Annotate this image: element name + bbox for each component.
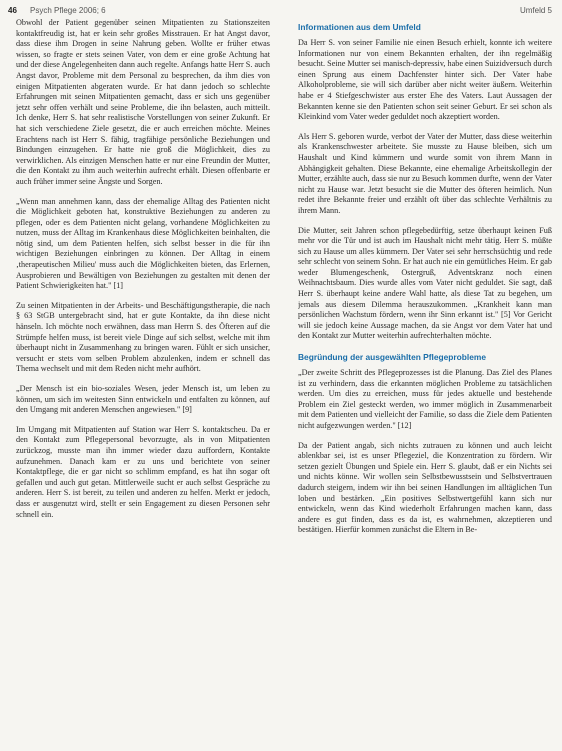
section-heading: Informationen aus dem Umfeld [298, 22, 421, 32]
paragraph: Obwohl der Patient gegenüber seinen Mitpatienten zu Stationszeiten kontaktfreudig ist, hat er kein sehr großes Misstrauen. Er hat Angst davor, dass diese ihm Drogen in seine Nahrung geben. Wollte er früher etwas wissen, so fragte er stets seinen Vater, von dem er eine große Achtung hat und der diese Angelegenheiten dann auch regelte. Anfangs hatte Herr S. auch Angst davor, Probleme mit dem Personal zu besprechen, da ihm dies von einigen Mitpatienten abgeraten wurde. Er hat dann jedoch so schlechte Erfahrungen mit seinen Mitpatienten gemacht, dass er sich uns gegenüber jetzt sehr offen verhält und seine Probleme, die ihn belasten, auch mitteilt. Ich denke, Herr S. hat sehr realistische Vorstellungen von seiner Zukunft. Er hat sich verschiedene Ziele gesetzt, die er auch erreichen möchte. Meines Erachtens nach ist Herr S. fähig, tragfähige persönliche Beziehungen und Bindungen einzugehen. Er hatte nie groß die Möglichkeit, dies zu verwirklichen. Als einzigen Menschen hatte er nur eine Freundin der Mutter, die den Kontakt zu ihm auch weiterhin aufrecht erhält. Diesen offenbarte er auch früher immer seine Ängste und Sorgen. [16, 18, 270, 186]
journal-title: Psych Pflege 2006; 6 [30, 6, 106, 15]
paragraph: Im Umgang mit Mitpatienten auf Station war Herr S. kontaktscheu. Da er den Kontakt zum Pflegepersonal bevorzugte, als in von Mitpatienten zurückzog, musste man ihn immer wieder dazu auffordern, Kontakte aufzunehmen. Danach kam er zu uns und berichtete von seiner Kontaktpflege, die er gar nicht so schlimm empfand, es hat ihn sogar oft gefallen und auch gut getan. Mittlerweile sucht er auch selbst Gespräche zu anderen. Herr S. ist bereit, zu teilen und anderen zu helfen. Merkt er jedoch, dass er ausgenutzt wird, stellt er sein Engagement zu diesen Personen sehr schnell ein. [16, 424, 270, 519]
paragraph: Da der Patient angab, sich nichts zutrauen zu können und auch leicht ablenkbar sei, ist es unser Pflegeziel, die Konzentration zu fördern. Wir setzen gezielt Übungen und Spiele ein. Herr S. glaubt, daß er ein Nichts sei und nichts könne. Wir wollen sein Selbstbewusstsein und Selbstvertrauen dadurch steigern, indem wir ihn bei seinen Handlungen im alltäglichen Tun loben und bestärken. „Ein positives Selbstwertgefühl kann sich nur entwickeln, wenn das Kind wiederholt Erfahrungen machen kann, dass andere es gut finden, dass es da ist, es wahrnehmen, akzeptieren und bestätigen. Hierfür kommen zunächst die Eltern in Be- [298, 440, 552, 535]
left-column [16, 18, 270, 744]
paragraph: Als Herr S. geboren wurde, verbot der Vater der Mutter, dass diese weiterhin als Krankenschwester arbeitete. Sie musste zu Hause bleiben, sich um Haushalt und Kind kümmern und wurde somit von ihrem Mann in Abhängigkeit gehalten. Diese Bekannte, eine ehemalige Arbeitskollegin der Mutter, erzählte auch, dass sie nur zu Besuch kommen durfte, wenn der Vater nicht zu Hause war. Jetzt besucht sie die Mutter des öfteren heimlich. Nun redet ihre Bekannte freier und erzählt oft über das schlechte Verhältnis zu ihrem Mann. [298, 131, 552, 215]
quote-paragraph: „Der Mensch ist ein bio-soziales Wesen, jeder Mensch ist, um leben zu können, um sich im weitesten Sinn entwickeln und entfalten zu können, auf den Umgang mit anderen Menschen angewiesen." [9] [16, 384, 270, 415]
section-label: Umfeld 5 [519, 6, 552, 15]
paragraph: Zu seinen Mitpatienten in der Arbeits- und Beschäftigungstherapie, die nach § 63 StGB untergebracht sind, hat er gute Kontakte, da ihn diese nicht hänseln. Ich möchte noch erwähnen, dass man Herrn S. des Öfteren auf die Strümpfe helfen muss, ist bereit viele Dinge auf sich selbst, welche mit ihm überhaupt nicht in Zusammenhang zu bringen waren. Fühlt er sich unsicher, versucht er stets vom selben Problem abzulenken, indem er schnell das Thema wechselt und mit dem Reden nicht mehr aufhört. [16, 300, 270, 374]
right-column [298, 18, 552, 744]
section-heading: Begründung der ausgewählten Pflegeprobleme [298, 352, 486, 363]
paragraph: Da Herr S. von seiner Familie nie einen Besuch erhielt, konnte ich weitere Informationen nur von einem Bekannten erhalten, der ihn regelmäßig besucht. Seine Mutter sei manisch-depressiv, habe einen Suizidversuch durch einen Sprung aus einem Dachfenster hinter sich. Der Vater habe Alkoholprobleme, sie will sich darüber aber nicht weiter äußern. Weiterhin habe er 4 Stiefgeschwister aus erster Ehe des Vaters. Laut Aussagen der Bekannten kenne sie den Patienten schon seit seiner Geburt. Er sei schon als Kleinkind vom Vater weder geduldet noch akzeptiert worden. [298, 38, 552, 122]
quote-paragraph: „Wenn man annehmen kann, dass der ehemalige Alltag des Patienten nicht die Möglichkeit geboten hat, konstruktive Beziehungen zu anderen zu pflegen, oder es dem Patienten nicht gelang, vorhandene Möglichkeiten zu nutzen, muss der Alltag im Krankenhaus diese Möglichkeiten beinhalten, die nötig sind, um dem Patienten helfen, sich selbst besser in die für ihn wichtigen Beziehungen einbringen zu können. Der Alltag in einem ‚therapeutischen Milieu' muss auch die Möglichkeiten bieten, das Erlernen, Ausprobieren und Bewältigen von Beziehungen zu gestalten mit denen der Patient Schwierigkeiten hat." [1] [16, 196, 270, 291]
page-number: 46 [8, 6, 17, 15]
quote-paragraph: „Der zweite Schritt des Pflegeprozesses ist die Planung. Das Ziel des Planes ist zu verhindern, dass die erkannten möglichen Probleme zu tatsächlichen werden. Um dies zu erreichen, muss für jedes aktuelle und bestehende Problem ein Ziel gesteckt werden, wo immer möglich in Zusammenarbeit mit dem Patienten und vielleicht der Familie, so dass die Ziele dem Patienten nicht aufgezwungen werden." [12] [298, 368, 552, 430]
paragraph: Die Mutter, seit Jahren schon pflegebedürftig, setze überhaupt keinen Fuß mehr vor die Tür und ist auch im Haushalt nicht mehr tätig. Herr S. müßte sich zu Hause um alles kümmern. Der Vater sei sehr herrschsüchtig und rede sehr schlecht von seinem Sohn. Er hat auch nie ein gemütliches Heim. Er gab weder Blumengeschenk, Ostergruß, Adventskranz noch einen Weihnachtsbaum. Dies wurde alles vom Vater nicht geduldet. Sie sagt, daß Herr S. überhaupt keine andere Wahl hatte, als diese Tat zu begehen, um jemals aus diesem Dilemma herauszukommen. „Krankheit kann man persönlichen Wachstum fördern, wenn ihr Sinn erkannt ist." [5] Vor Gericht will sie jedoch keine Aussage machen, da sie Angst vor dem Vater hat und den Kontakt zur Mutter weiterhin aufrechterhalten möchte. [298, 225, 552, 341]
